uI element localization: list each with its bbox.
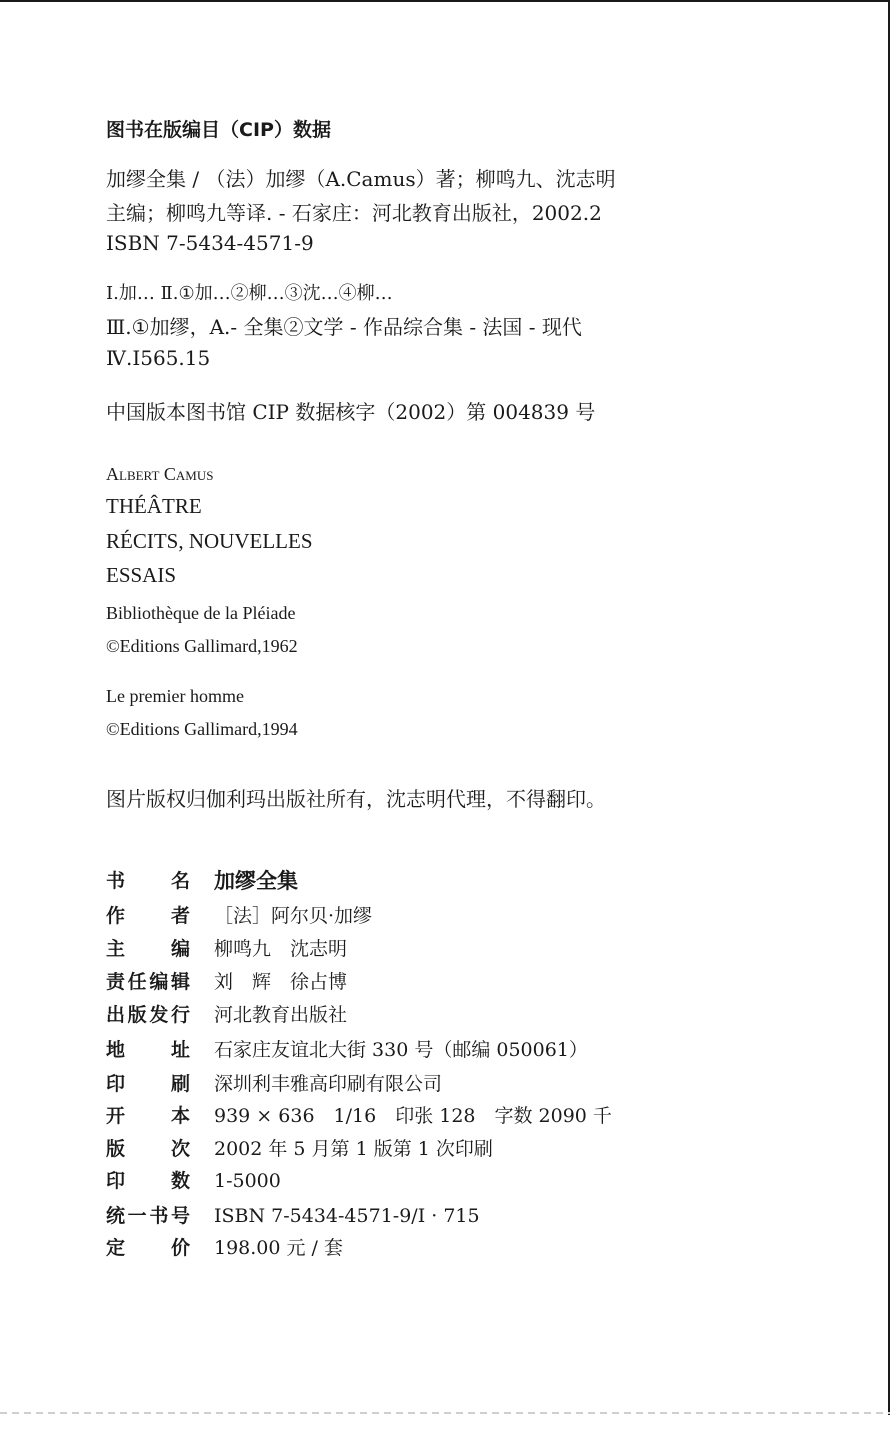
spec-value: 939 × 636 1/16 印张 128 字数 2090 千	[214, 1105, 612, 1127]
original-second-title: Le premier homme	[106, 686, 244, 706]
cip-subject-line-1: Ⅰ.加… Ⅱ.①加…②柳…③沈…④柳…	[106, 283, 393, 304]
page-border-top	[0, 0, 888, 2]
spec-value: 深圳利丰雅高印刷有限公司	[214, 1073, 443, 1095]
spec-value: 刘 辉 徐占博	[214, 971, 348, 993]
spec-row	[106, 936, 666, 962]
spec-value: 198.00 元 / 套	[214, 1237, 344, 1259]
spec-label: 出 版 发 行	[106, 1004, 190, 1026]
original-work-2: RÉCITS, NOUVELLES	[106, 529, 313, 553]
spec-label: 印 刷	[106, 1073, 190, 1095]
rights-notice: 图片版权归伽利玛出版社所有，沈志明代理，不得翻印。	[106, 787, 606, 811]
spec-label: 责 任 编 辑	[106, 971, 190, 993]
original-work-3: ESSAIS	[106, 563, 177, 587]
spec-row	[106, 1037, 666, 1063]
cip-subject-line-2: Ⅲ.①加缪，A.- 全集②文学 - 作品综合集 - 法国 - 现代	[106, 315, 582, 339]
cip-classification: Ⅳ.I565.15	[106, 346, 211, 370]
spec-value: 河北教育出版社	[214, 1004, 348, 1026]
page-border-bottom	[0, 1412, 890, 1414]
spec-row	[106, 1203, 666, 1229]
cip-heading: 图书在版编目（CIP）数据	[106, 119, 331, 141]
spec-label: 作 者	[106, 905, 190, 927]
spec-value: 2002 年 5 月第 1 版第 1 次印刷	[214, 1138, 493, 1160]
original-collection: Bibliothèque de la Pléiade	[106, 603, 296, 623]
original-copyright-1962: ©Editions Gallimard,1962	[106, 636, 298, 656]
spec-label: 版 次	[106, 1138, 190, 1160]
spec-label: 地 址	[106, 1039, 190, 1061]
spec-row	[106, 1103, 666, 1129]
spec-row	[106, 1235, 666, 1261]
spec-row	[106, 903, 666, 929]
spec-label: 主 编	[106, 938, 190, 960]
cip-entry-line-1: 加缪全集 / （法）加缪（A.Camus）著；柳鸣九、沈志明	[106, 167, 616, 191]
spec-row	[106, 1168, 666, 1194]
spec-value: ISBN 7-5434-4571-9/I · 715	[214, 1205, 480, 1227]
spec-row	[106, 1002, 666, 1028]
spec-value: 1-5000	[214, 1170, 281, 1192]
spec-label: 定 价	[106, 1237, 190, 1259]
spec-value: ［法］阿尔贝·加缪	[214, 905, 373, 927]
original-work-1: THÉÂTRE	[106, 494, 202, 518]
original-author: Albert Camus	[106, 464, 214, 484]
spec-value: 柳鸣九 沈志明	[214, 938, 348, 960]
cip-entry-line-2: 主编；柳鸣九等译. - 石家庄：河北教育出版社，2002.2	[106, 201, 602, 225]
spec-label: 开 本	[106, 1105, 190, 1127]
spec-row	[106, 1071, 666, 1097]
spec-row	[106, 1136, 666, 1162]
spec-value: 加缪全集	[214, 868, 298, 893]
cip-isbn: ISBN 7-5434-4571-9	[106, 231, 314, 255]
spec-row	[106, 969, 666, 995]
spec-value: 石家庄友谊北大街 330 号（邮编 050061）	[214, 1039, 588, 1061]
spec-label: 印 数	[106, 1170, 190, 1192]
spec-row	[106, 868, 666, 894]
cip-approval-number: 中国版本图书馆 CIP 数据核字（2002）第 004839 号	[106, 400, 596, 424]
spec-label: 书 名	[106, 870, 190, 892]
spec-label: 统 一 书 号	[106, 1205, 190, 1227]
original-copyright-1994: ©Editions Gallimard,1994	[106, 719, 298, 739]
